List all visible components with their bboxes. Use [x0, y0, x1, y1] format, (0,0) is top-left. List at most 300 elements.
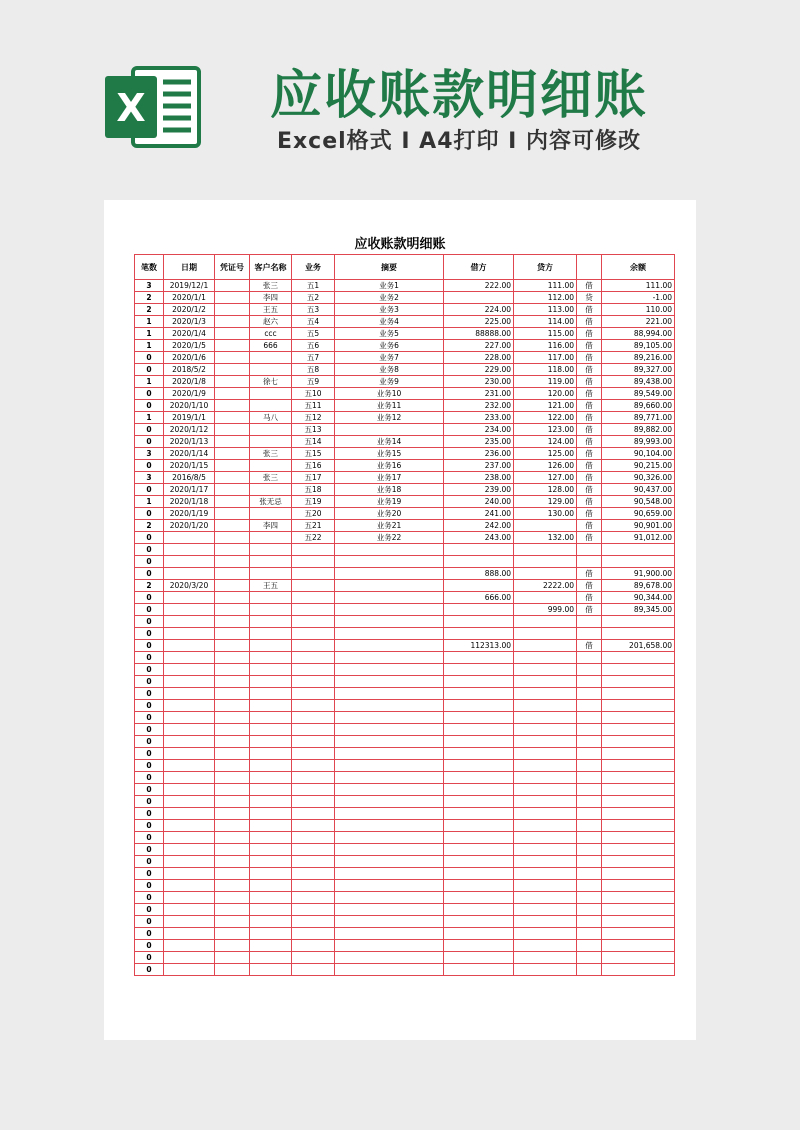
table-cell[interactable]: 1	[135, 316, 164, 328]
table-cell[interactable]	[215, 652, 250, 664]
table-cell[interactable]	[514, 640, 577, 652]
table-cell[interactable]: 2020/1/5	[164, 340, 215, 352]
table-cell[interactable]	[250, 856, 292, 868]
table-cell[interactable]	[335, 796, 444, 808]
table-cell[interactable]	[215, 496, 250, 508]
table-cell[interactable]	[335, 832, 444, 844]
table-cell[interactable]	[514, 964, 577, 976]
table-cell[interactable]	[514, 724, 577, 736]
table-cell[interactable]	[514, 688, 577, 700]
table-cell[interactable]: 借	[577, 364, 602, 376]
table-cell[interactable]: 0	[135, 508, 164, 520]
table-cell[interactable]	[514, 856, 577, 868]
table-cell[interactable]	[250, 748, 292, 760]
table-cell[interactable]	[292, 856, 335, 868]
table-cell[interactable]	[577, 856, 602, 868]
table-cell[interactable]	[335, 772, 444, 784]
table-cell[interactable]: 0	[135, 652, 164, 664]
table-cell[interactable]	[514, 700, 577, 712]
table-cell[interactable]	[335, 592, 444, 604]
table-cell[interactable]	[215, 940, 250, 952]
table-cell[interactable]	[250, 724, 292, 736]
table-cell[interactable]: 0	[135, 688, 164, 700]
table-cell[interactable]	[250, 628, 292, 640]
table-cell[interactable]	[335, 784, 444, 796]
table-cell[interactable]	[577, 832, 602, 844]
table-cell[interactable]: 借	[577, 508, 602, 520]
table-cell[interactable]	[444, 292, 514, 304]
table-cell[interactable]	[444, 784, 514, 796]
table-cell[interactable]: 业务8	[335, 364, 444, 376]
table-cell[interactable]	[602, 616, 675, 628]
table-cell[interactable]: 90,437.00	[602, 484, 675, 496]
table-cell[interactable]: 借	[577, 520, 602, 532]
table-cell[interactable]: 129.00	[514, 496, 577, 508]
table-cell[interactable]	[577, 868, 602, 880]
table-cell[interactable]	[215, 304, 250, 316]
table-cell[interactable]: 五1	[292, 280, 335, 292]
table-cell[interactable]: 借	[577, 376, 602, 388]
table-cell[interactable]	[215, 376, 250, 388]
table-cell[interactable]: 0	[135, 532, 164, 544]
table-cell[interactable]	[215, 592, 250, 604]
table-cell[interactable]	[602, 796, 675, 808]
table-cell[interactable]	[215, 832, 250, 844]
table-cell[interactable]: 233.00	[444, 412, 514, 424]
table-cell[interactable]	[514, 652, 577, 664]
table-cell[interactable]: 110.00	[602, 304, 675, 316]
table-cell[interactable]	[215, 820, 250, 832]
table-cell[interactable]: 五11	[292, 400, 335, 412]
table-cell[interactable]	[164, 544, 215, 556]
table-cell[interactable]: 89,993.00	[602, 436, 675, 448]
table-cell[interactable]	[514, 616, 577, 628]
table-cell[interactable]: 业务12	[335, 412, 444, 424]
table-cell[interactable]	[215, 952, 250, 964]
table-cell[interactable]	[250, 460, 292, 472]
table-cell[interactable]: 90,326.00	[602, 472, 675, 484]
table-cell[interactable]	[577, 736, 602, 748]
table-cell[interactable]	[335, 580, 444, 592]
table-cell[interactable]: 0	[135, 904, 164, 916]
table-cell[interactable]: 240.00	[444, 496, 514, 508]
table-cell[interactable]	[250, 880, 292, 892]
table-cell[interactable]	[444, 544, 514, 556]
table-cell[interactable]	[250, 700, 292, 712]
table-cell[interactable]: 0	[135, 868, 164, 880]
table-cell[interactable]	[444, 724, 514, 736]
table-cell[interactable]: 90,104.00	[602, 448, 675, 460]
table-cell[interactable]: 五22	[292, 532, 335, 544]
table-cell[interactable]	[444, 868, 514, 880]
table-cell[interactable]	[292, 832, 335, 844]
table-cell[interactable]: 2020/1/17	[164, 484, 215, 496]
table-cell[interactable]: 243.00	[444, 532, 514, 544]
table-cell[interactable]	[292, 580, 335, 592]
table-cell[interactable]	[444, 808, 514, 820]
table-cell[interactable]: 888.00	[444, 568, 514, 580]
table-cell[interactable]	[250, 676, 292, 688]
table-cell[interactable]: 2020/1/20	[164, 520, 215, 532]
table-cell[interactable]	[292, 940, 335, 952]
table-cell[interactable]: 126.00	[514, 460, 577, 472]
table-cell[interactable]	[602, 724, 675, 736]
table-cell[interactable]	[250, 484, 292, 496]
table-cell[interactable]	[164, 916, 215, 928]
table-cell[interactable]	[577, 544, 602, 556]
table-cell[interactable]	[514, 952, 577, 964]
table-cell[interactable]	[215, 328, 250, 340]
table-cell[interactable]	[577, 808, 602, 820]
table-cell[interactable]: 1	[135, 328, 164, 340]
table-cell[interactable]	[335, 760, 444, 772]
table-cell[interactable]: 2020/1/8	[164, 376, 215, 388]
table-cell[interactable]	[602, 856, 675, 868]
table-cell[interactable]	[444, 940, 514, 952]
table-cell[interactable]: 88,994.00	[602, 328, 675, 340]
table-cell[interactable]	[292, 808, 335, 820]
table-cell[interactable]	[215, 712, 250, 724]
table-cell[interactable]: 五15	[292, 448, 335, 460]
table-cell[interactable]: 业务21	[335, 520, 444, 532]
table-cell[interactable]: 234.00	[444, 424, 514, 436]
table-cell[interactable]	[335, 904, 444, 916]
table-cell[interactable]: 五13	[292, 424, 335, 436]
table-cell[interactable]	[164, 736, 215, 748]
table-cell[interactable]	[292, 628, 335, 640]
table-cell[interactable]: 五12	[292, 412, 335, 424]
table-cell[interactable]	[577, 760, 602, 772]
table-cell[interactable]: 0	[135, 700, 164, 712]
table-cell[interactable]: 0	[135, 676, 164, 688]
table-cell[interactable]: 1	[135, 496, 164, 508]
table-cell[interactable]: 0	[135, 544, 164, 556]
table-cell[interactable]: 2019/1/1	[164, 412, 215, 424]
table-cell[interactable]	[514, 520, 577, 532]
table-cell[interactable]	[514, 868, 577, 880]
table-cell[interactable]	[577, 700, 602, 712]
table-cell[interactable]: 借	[577, 280, 602, 292]
table-cell[interactable]	[215, 424, 250, 436]
table-cell[interactable]	[215, 724, 250, 736]
table-cell[interactable]: 222.00	[444, 280, 514, 292]
table-cell[interactable]: 0	[135, 568, 164, 580]
table-cell[interactable]	[292, 712, 335, 724]
table-cell[interactable]	[577, 712, 602, 724]
table-cell[interactable]: 0	[135, 952, 164, 964]
table-cell[interactable]	[335, 952, 444, 964]
table-cell[interactable]	[292, 952, 335, 964]
table-cell[interactable]: 业务4	[335, 316, 444, 328]
table-cell[interactable]	[335, 544, 444, 556]
table-cell[interactable]: 242.00	[444, 520, 514, 532]
table-cell[interactable]	[250, 388, 292, 400]
table-cell[interactable]	[215, 508, 250, 520]
table-cell[interactable]	[444, 760, 514, 772]
table-cell[interactable]	[250, 652, 292, 664]
table-cell[interactable]	[514, 664, 577, 676]
table-cell[interactable]	[292, 736, 335, 748]
table-cell[interactable]: 张三	[250, 472, 292, 484]
table-cell[interactable]	[215, 436, 250, 448]
table-cell[interactable]: 120.00	[514, 388, 577, 400]
table-cell[interactable]: 88888.00	[444, 328, 514, 340]
table-cell[interactable]: 0	[135, 460, 164, 472]
table-cell[interactable]	[444, 700, 514, 712]
table-cell[interactable]	[602, 808, 675, 820]
table-cell[interactable]	[444, 772, 514, 784]
table-cell[interactable]: 五6	[292, 340, 335, 352]
table-cell[interactable]	[602, 844, 675, 856]
table-cell[interactable]	[514, 760, 577, 772]
table-cell[interactable]: 借	[577, 448, 602, 460]
table-cell[interactable]: 235.00	[444, 436, 514, 448]
table-cell[interactable]	[602, 868, 675, 880]
table-cell[interactable]: 112313.00	[444, 640, 514, 652]
table-cell[interactable]	[335, 736, 444, 748]
table-cell[interactable]	[514, 568, 577, 580]
table-cell[interactable]: 224.00	[444, 304, 514, 316]
table-cell[interactable]	[164, 808, 215, 820]
table-cell[interactable]: 2020/1/12	[164, 424, 215, 436]
table-cell[interactable]: 117.00	[514, 352, 577, 364]
table-cell[interactable]	[335, 640, 444, 652]
table-cell[interactable]	[514, 844, 577, 856]
table-cell[interactable]	[335, 724, 444, 736]
table-cell[interactable]	[335, 700, 444, 712]
table-cell[interactable]	[335, 628, 444, 640]
table-cell[interactable]: 业务19	[335, 496, 444, 508]
table-cell[interactable]: 114.00	[514, 316, 577, 328]
table-cell[interactable]: 0	[135, 892, 164, 904]
table-cell[interactable]	[335, 676, 444, 688]
table-cell[interactable]: 0	[135, 748, 164, 760]
table-cell[interactable]	[250, 952, 292, 964]
table-cell[interactable]	[444, 712, 514, 724]
table-cell[interactable]: 业务3	[335, 304, 444, 316]
table-cell[interactable]: 业务15	[335, 448, 444, 460]
table-cell[interactable]: 89,771.00	[602, 412, 675, 424]
table-cell[interactable]	[602, 712, 675, 724]
table-cell[interactable]	[292, 760, 335, 772]
table-cell[interactable]	[444, 616, 514, 628]
table-cell[interactable]: 228.00	[444, 352, 514, 364]
table-cell[interactable]: 2	[135, 304, 164, 316]
table-cell[interactable]: 业务14	[335, 436, 444, 448]
table-cell[interactable]: 五5	[292, 328, 335, 340]
table-cell[interactable]	[577, 772, 602, 784]
table-cell[interactable]	[164, 652, 215, 664]
table-cell[interactable]	[250, 424, 292, 436]
table-cell[interactable]	[514, 916, 577, 928]
table-cell[interactable]	[292, 892, 335, 904]
table-cell[interactable]: 128.00	[514, 484, 577, 496]
table-cell[interactable]	[164, 556, 215, 568]
table-cell[interactable]	[514, 940, 577, 952]
table-cell[interactable]	[250, 832, 292, 844]
table-cell[interactable]: 241.00	[444, 508, 514, 520]
table-cell[interactable]: 2020/1/14	[164, 448, 215, 460]
table-cell[interactable]	[250, 688, 292, 700]
table-cell[interactable]	[215, 808, 250, 820]
table-cell[interactable]	[292, 592, 335, 604]
table-cell[interactable]: 0	[135, 796, 164, 808]
table-cell[interactable]: 127.00	[514, 472, 577, 484]
table-cell[interactable]	[292, 964, 335, 976]
table-cell[interactable]	[335, 664, 444, 676]
table-cell[interactable]	[250, 736, 292, 748]
table-cell[interactable]	[164, 796, 215, 808]
table-cell[interactable]	[215, 700, 250, 712]
table-cell[interactable]	[514, 712, 577, 724]
table-cell[interactable]	[215, 364, 250, 376]
table-cell[interactable]	[292, 868, 335, 880]
table-cell[interactable]	[335, 880, 444, 892]
table-cell[interactable]	[292, 820, 335, 832]
table-cell[interactable]	[444, 952, 514, 964]
table-cell[interactable]	[602, 736, 675, 748]
table-cell[interactable]: 2016/8/5	[164, 472, 215, 484]
table-cell[interactable]: 2020/1/19	[164, 508, 215, 520]
table-cell[interactable]: 238.00	[444, 472, 514, 484]
table-cell[interactable]	[602, 544, 675, 556]
table-cell[interactable]	[444, 964, 514, 976]
table-cell[interactable]	[250, 892, 292, 904]
table-cell[interactable]: 赵六	[250, 316, 292, 328]
table-cell[interactable]	[164, 640, 215, 652]
table-cell[interactable]	[292, 568, 335, 580]
table-cell[interactable]: 666	[250, 340, 292, 352]
table-cell[interactable]: 231.00	[444, 388, 514, 400]
table-cell[interactable]: 五10	[292, 388, 335, 400]
table-cell[interactable]: 2020/1/10	[164, 400, 215, 412]
table-cell[interactable]	[514, 628, 577, 640]
table-cell[interactable]	[577, 904, 602, 916]
table-cell[interactable]: 李四	[250, 520, 292, 532]
table-cell[interactable]: 2	[135, 520, 164, 532]
table-cell[interactable]: 借	[577, 568, 602, 580]
table-cell[interactable]	[577, 964, 602, 976]
table-cell[interactable]	[215, 532, 250, 544]
table-cell[interactable]: 借	[577, 532, 602, 544]
table-cell[interactable]	[444, 736, 514, 748]
table-cell[interactable]: 0	[135, 484, 164, 496]
table-cell[interactable]: 89,345.00	[602, 604, 675, 616]
table-cell[interactable]: 业务6	[335, 340, 444, 352]
table-cell[interactable]: 0	[135, 760, 164, 772]
table-cell[interactable]: 借	[577, 388, 602, 400]
table-cell[interactable]	[164, 844, 215, 856]
table-cell[interactable]: 五7	[292, 352, 335, 364]
table-cell[interactable]: 0	[135, 784, 164, 796]
table-cell[interactable]: 0	[135, 820, 164, 832]
table-cell[interactable]	[215, 868, 250, 880]
table-cell[interactable]	[514, 544, 577, 556]
table-cell[interactable]	[335, 820, 444, 832]
table-cell[interactable]: 115.00	[514, 328, 577, 340]
table-cell[interactable]	[292, 700, 335, 712]
table-cell[interactable]	[514, 880, 577, 892]
table-cell[interactable]	[164, 712, 215, 724]
table-cell[interactable]: 201,658.00	[602, 640, 675, 652]
table-cell[interactable]	[164, 832, 215, 844]
table-cell[interactable]	[602, 700, 675, 712]
table-cell[interactable]: 业务7	[335, 352, 444, 364]
table-cell[interactable]	[514, 556, 577, 568]
table-cell[interactable]: 0	[135, 772, 164, 784]
table-cell[interactable]	[250, 604, 292, 616]
table-cell[interactable]: 王五	[250, 580, 292, 592]
table-cell[interactable]: 业务18	[335, 484, 444, 496]
table-cell[interactable]: 0	[135, 604, 164, 616]
table-cell[interactable]: ccc	[250, 328, 292, 340]
table-cell[interactable]	[215, 568, 250, 580]
table-cell[interactable]	[215, 460, 250, 472]
table-cell[interactable]	[577, 628, 602, 640]
table-cell[interactable]	[514, 892, 577, 904]
table-cell[interactable]	[602, 676, 675, 688]
table-cell[interactable]	[602, 664, 675, 676]
table-cell[interactable]	[215, 616, 250, 628]
table-cell[interactable]: 借	[577, 472, 602, 484]
table-cell[interactable]	[215, 904, 250, 916]
table-cell[interactable]	[602, 904, 675, 916]
table-cell[interactable]	[335, 712, 444, 724]
table-cell[interactable]	[292, 772, 335, 784]
table-cell[interactable]: 91,900.00	[602, 568, 675, 580]
table-cell[interactable]	[444, 688, 514, 700]
table-cell[interactable]	[514, 676, 577, 688]
table-cell[interactable]: 2020/1/9	[164, 388, 215, 400]
table-cell[interactable]: 2019/12/1	[164, 280, 215, 292]
table-cell[interactable]	[514, 832, 577, 844]
table-cell[interactable]	[215, 640, 250, 652]
table-cell[interactable]	[164, 532, 215, 544]
table-cell[interactable]: 0	[135, 724, 164, 736]
table-cell[interactable]	[335, 892, 444, 904]
table-cell[interactable]	[602, 928, 675, 940]
table-cell[interactable]: 五14	[292, 436, 335, 448]
table-cell[interactable]	[292, 904, 335, 916]
table-cell[interactable]: 2020/1/4	[164, 328, 215, 340]
table-cell[interactable]: 111.00	[514, 280, 577, 292]
table-cell[interactable]	[444, 652, 514, 664]
table-cell[interactable]	[215, 628, 250, 640]
table-cell[interactable]	[215, 928, 250, 940]
table-cell[interactable]	[514, 796, 577, 808]
table-cell[interactable]: 0	[135, 592, 164, 604]
table-cell[interactable]	[602, 688, 675, 700]
table-cell[interactable]	[514, 736, 577, 748]
table-cell[interactable]: 王五	[250, 304, 292, 316]
table-cell[interactable]	[292, 652, 335, 664]
table-cell[interactable]	[215, 292, 250, 304]
table-cell[interactable]	[164, 688, 215, 700]
table-cell[interactable]: 0	[135, 352, 164, 364]
table-cell[interactable]	[577, 724, 602, 736]
table-cell[interactable]	[292, 796, 335, 808]
table-cell[interactable]	[292, 748, 335, 760]
table-cell[interactable]: 666.00	[444, 592, 514, 604]
table-cell[interactable]: 2	[135, 292, 164, 304]
table-cell[interactable]	[444, 844, 514, 856]
table-cell[interactable]	[164, 724, 215, 736]
table-cell[interactable]	[250, 784, 292, 796]
table-cell[interactable]: 0	[135, 712, 164, 724]
table-cell[interactable]	[292, 844, 335, 856]
table-cell[interactable]: -1.00	[602, 292, 675, 304]
table-cell[interactable]	[444, 604, 514, 616]
